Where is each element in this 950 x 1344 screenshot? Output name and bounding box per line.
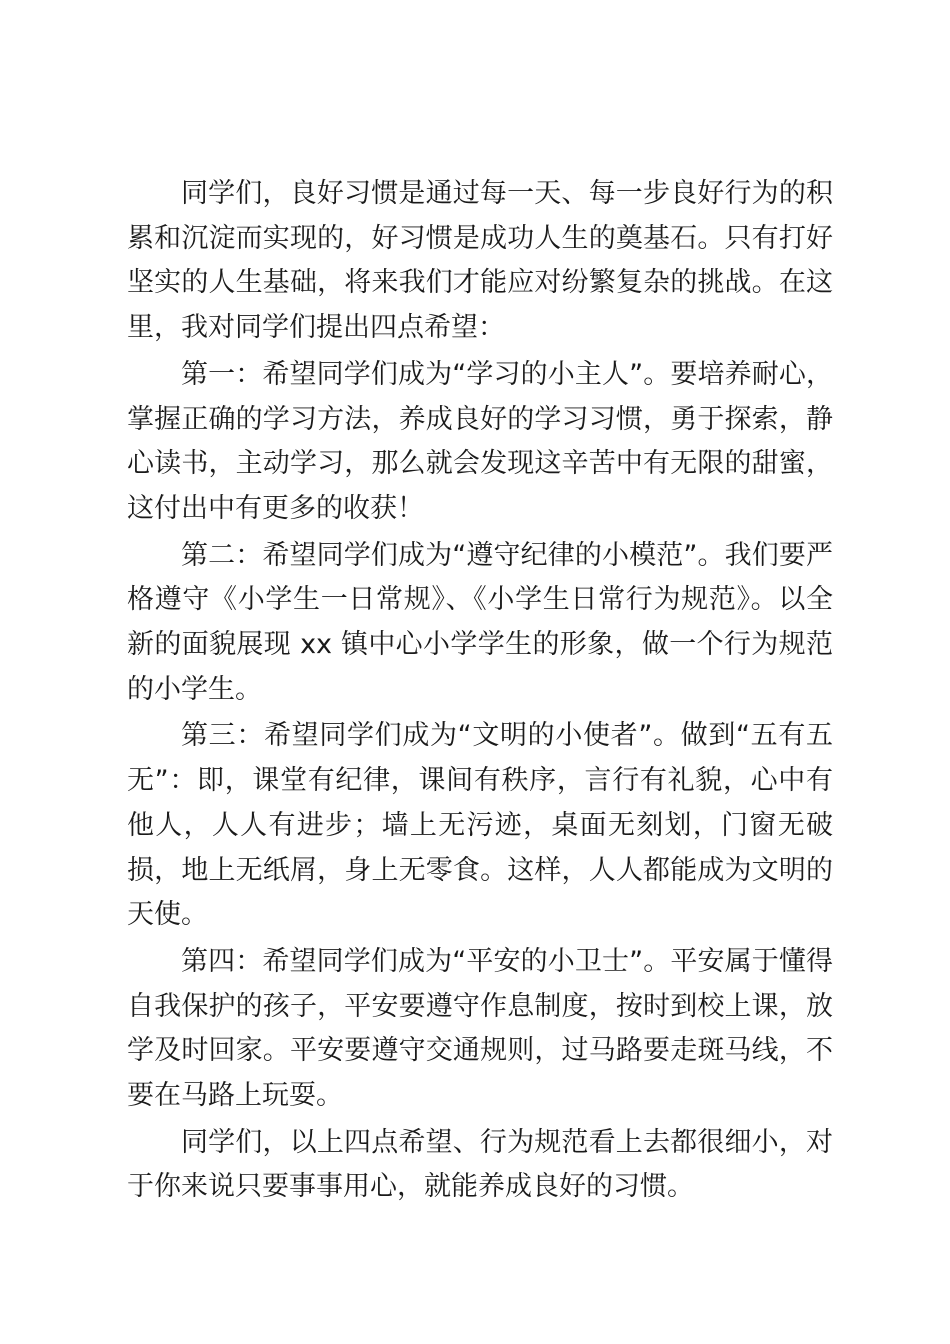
paragraph-closing: 同学们，以上四点希望、行为规范看上去都很细小，对于你来说只要事事用心，就能养成良好的习惯。 xyxy=(127,1126,833,1203)
paragraph-hope-4: 第四：希望同学们成为“平安的小卫士”。平安属于懂得自我保护的孩子，平安要遵守作息制度，按时到校上课，放学及时回家。平安要遵守交通规则，过马路要走斑马线，不要在马路上玩耍。 xyxy=(127,945,833,1112)
paragraph-hope-1: 第一：希望同学们成为“学习的小主人”。要培养耐心，掌握正确的学习方法，养成良好的学习习惯，勇于探索，静心读书，主动学习，那么就会发现这辛苦中有无限的甜蜜，这付出中有更多的收获！ xyxy=(127,358,833,524)
document-body xyxy=(127,172,833,1212)
paragraph-intro: 同学们，良好习惯是通过每一天、每一步良好行为的积累和沉淀而实现的，好习惯是成功人生的奠基石。只有打好坚实的人生基础，将来我们才能应对纷繁复杂的挑战。在这里，我对同学们提出四点希望： xyxy=(127,178,833,344)
paragraph-hope-2: 第二：希望同学们成为“遵守纪律的小模范”。我们要严格遵守《小学生一日常规》、《小学生日常行为规范》。以全新的面貌展现 xx 镇中心小学学生的形象，做一个行为规范的小学生。 xyxy=(127,539,833,705)
paragraph-hope-3: 第三：希望同学们成为“文明的小使者”。做到“五有五无”：即，课堂有纪律，课间有秩序，言行有礼貌，心中有他人，人人有进步；墙上无污迹，桌面无刻划，门窗无破损，地上无纸屑，身上无零食。这样，人人都能成为文明的天使。 xyxy=(127,720,833,931)
